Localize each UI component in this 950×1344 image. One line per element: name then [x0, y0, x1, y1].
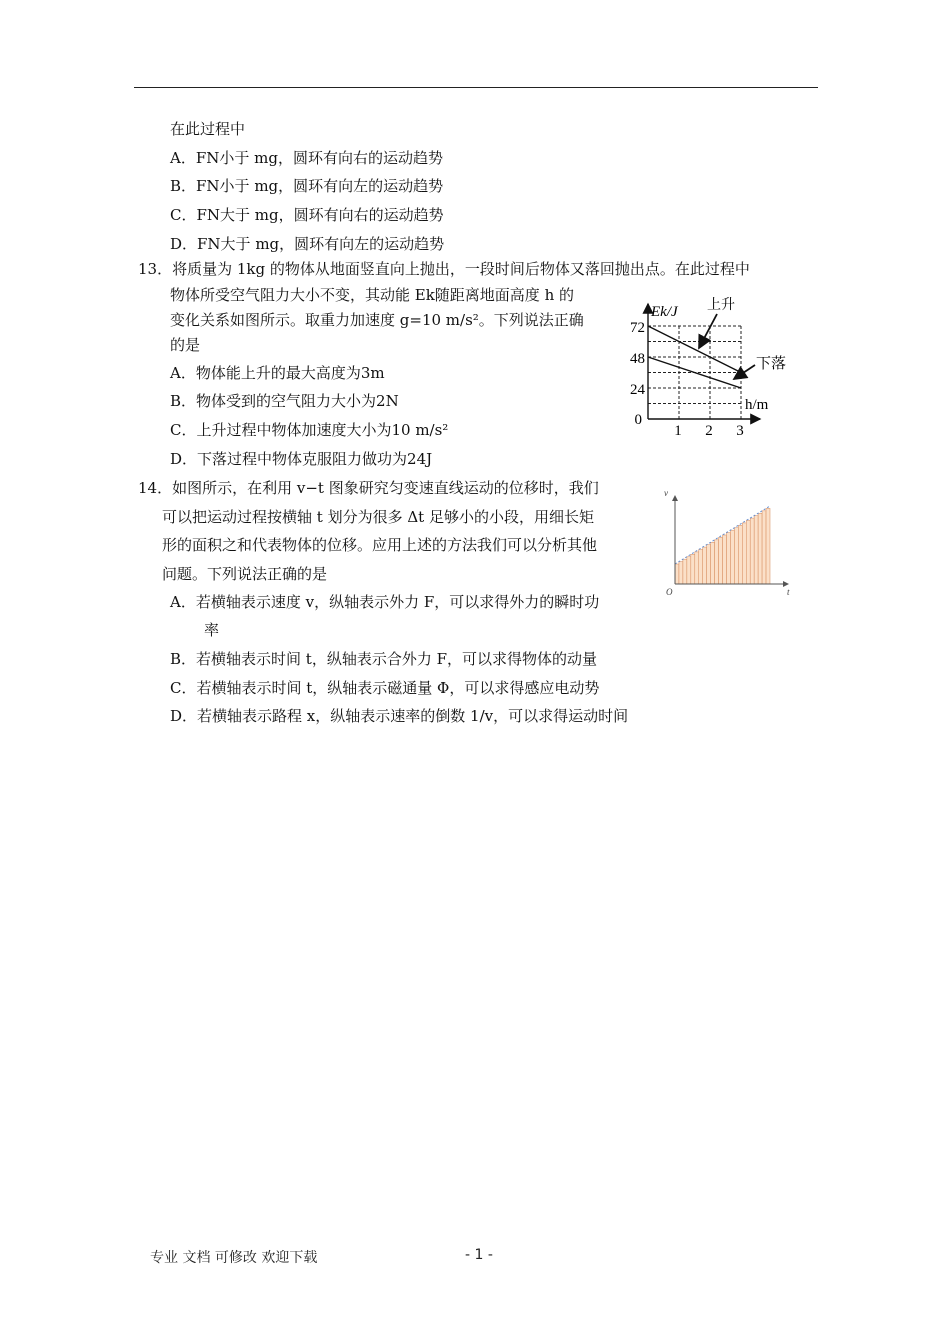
- prev-option-c: C．FN大于 mg，圆环有向右的运动趋势: [170, 206, 444, 224]
- ek-h-chart: [620, 292, 800, 442]
- area-rectangle: [746, 521, 750, 585]
- y-tick-72: 72: [630, 320, 645, 336]
- x-axis-label: h/m: [745, 397, 769, 413]
- q14-option-a: A．若横轴表示速度 v，纵轴表示外力 F，可以求得外力的瞬时功: [170, 593, 600, 611]
- x-tick-2: 2: [705, 423, 713, 439]
- q13-option-b: B．物体受到的空气阻力大小为2N: [170, 392, 399, 410]
- q13-stem-line-4: 的是: [170, 336, 201, 354]
- q13-stem-line-2: 物体所受空气阻力大小不变，其动能 Ek随距离地面高度 h 的: [170, 286, 575, 304]
- area-rectangle: [750, 518, 754, 584]
- label-up: 上升: [707, 298, 735, 313]
- area-rectangle: [742, 523, 746, 584]
- area-rectangle: [754, 516, 758, 584]
- t-axis-label: t: [787, 587, 790, 597]
- q14-option-c: C．若横轴表示时间 t，纵轴表示磁通量 Φ，可以求得感应电动势: [170, 679, 600, 697]
- q14-option-b: B．若横轴表示时间 t，纵轴表示合外力 F，可以求得物体的动量: [170, 650, 597, 668]
- prev-option-d: D．FN大于 mg，圆环有向左的运动趋势: [170, 235, 445, 253]
- area-rectangle: [699, 550, 703, 585]
- v-t-figure: [660, 484, 795, 599]
- arrow-up: [699, 314, 717, 348]
- y-axis-label: Ek/J: [651, 304, 678, 320]
- area-rectangle: [758, 513, 762, 584]
- q13-stem-line-1: 13．将质量为 1kg 的物体从地面竖直向上抛出，一段时间后物体又落回抛出点。在此过程中: [138, 260, 750, 278]
- area-rectangle: [738, 525, 742, 584]
- area-rectangle: [707, 545, 711, 584]
- area-rectangle: [687, 557, 691, 584]
- header-rule: [134, 87, 818, 88]
- page-number: - 1 -: [465, 1247, 493, 1263]
- q14-stem-line-4: 问题。下列说法正确的是: [162, 565, 328, 583]
- area-rectangle: [734, 528, 738, 584]
- area-rectangle: [762, 511, 766, 584]
- area-rectangles: [675, 508, 770, 584]
- area-rectangle: [703, 547, 707, 584]
- area-rectangle: [679, 562, 683, 584]
- area-rectangle: [691, 554, 695, 584]
- area-rectangle: [675, 564, 679, 584]
- area-rectangle: [719, 537, 723, 584]
- area-rectangle: [730, 530, 734, 584]
- area-rectangle: [715, 540, 719, 584]
- x-tick-3: 3: [736, 423, 744, 439]
- q14-stem-line-1: 14．如图所示，在利用 v−t 图象研究匀变速直线运动的位移时，我们: [138, 479, 599, 497]
- y-tick-24: 24: [630, 382, 645, 398]
- q14-stem-line-3: 形的面积之和代表物体的位移。应用上述的方法我们可以分析其他: [162, 536, 598, 554]
- q13-option-a: A．物体能上升的最大高度为3m: [170, 364, 385, 382]
- footer-note: 专业 文档 可修改 欢迎下载: [150, 1250, 318, 1266]
- v-axis-label: v: [664, 488, 668, 498]
- prev-stem-tail: 在此过程中: [170, 120, 246, 138]
- prev-option-b: B．FN小于 mg，圆环有向左的运动趋势: [170, 177, 444, 195]
- series-up-line: [648, 326, 741, 373]
- series-down-line: [648, 357, 741, 388]
- q13-option-d: D．下落过程中物体克服阻力做功为24J: [170, 450, 433, 468]
- q14-option-a-cont: 率: [204, 621, 220, 639]
- area-rectangle: [695, 552, 699, 584]
- area-rectangle: [726, 533, 730, 584]
- label-down: 下落: [756, 356, 787, 372]
- y-tick-0: 0: [634, 412, 642, 428]
- q14-stem-line-2: 可以把运动过程按横轴 t 划分为很多 Δt 足够小的小段，用细长矩: [162, 508, 594, 526]
- x-tick-1: 1: [674, 423, 682, 439]
- area-rectangle: [766, 508, 770, 584]
- origin-label: O: [666, 587, 673, 597]
- q14-option-d: D．若横轴表示路程 x，纵轴表示速率的倒数 1/v，可以求得运动时间: [170, 707, 629, 725]
- area-rectangle: [723, 535, 727, 584]
- y-tick-48: 48: [630, 351, 645, 367]
- area-rectangle: [711, 542, 715, 584]
- q13-stem-line-3: 变化关系如图所示。取重力加速度 g=10 m/s²。下列说法正确: [170, 311, 584, 329]
- prev-option-a: A．FN小于 mg，圆环有向右的运动趋势: [170, 149, 443, 167]
- q13-option-c: C．上升过程中物体加速度大小为10 m/s²: [170, 421, 449, 439]
- area-rectangle: [683, 559, 687, 584]
- arrow-down: [734, 365, 755, 379]
